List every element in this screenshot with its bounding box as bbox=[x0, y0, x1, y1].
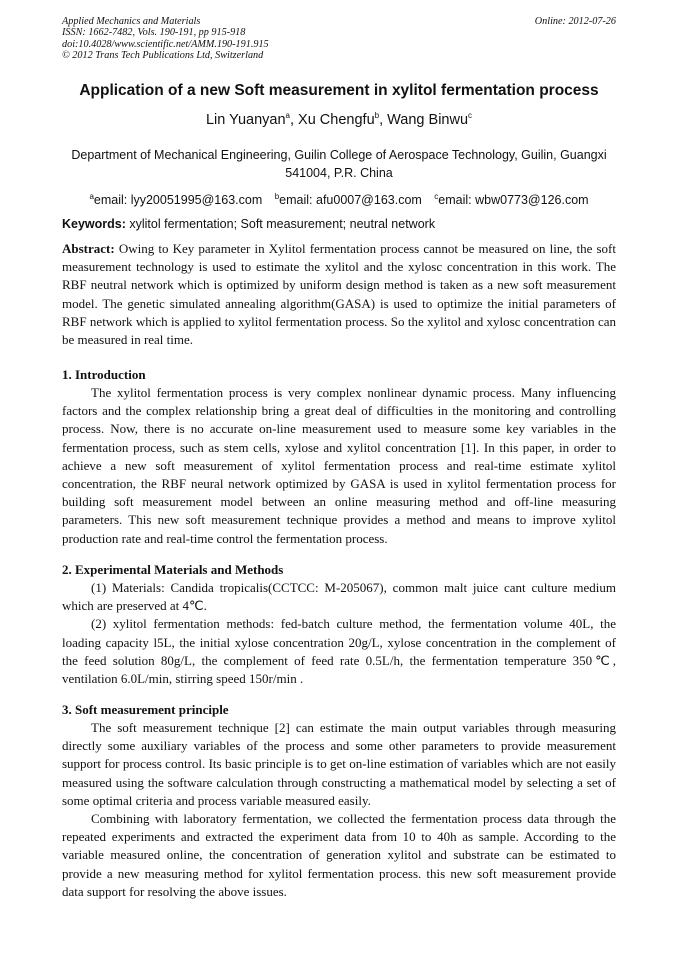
paper-title: Application of a new Soft measurement in xylitol fermentation process bbox=[79, 82, 599, 99]
journal-header bbox=[62, 16, 616, 62]
affiliation-line: 541004, P.R. China bbox=[285, 166, 393, 180]
email-mark: c bbox=[434, 192, 439, 201]
journal-issn: ISSN: 1662-7482, Vols. 190-191, pp 915-918 bbox=[62, 27, 246, 39]
author-name: Lin Yuanyan bbox=[205, 111, 286, 128]
author-affil-mark: b bbox=[374, 111, 380, 120]
email-address: email: wbw0773@126.com bbox=[438, 193, 589, 208]
journal-doi: doi:10.4028/www.scientific.net/AMM.190-191.915 bbox=[62, 38, 269, 50]
abstract bbox=[62, 240, 616, 349]
email-mark: b bbox=[274, 192, 280, 201]
email-mark: a bbox=[89, 192, 94, 201]
abstract-text: Owing to Key parameter in Xylitol fermentation process cannot be measured on line, the soft measurement technology is used to estimate the xylitol and the xylosc concentration in this work. The RBF neutral network which is optimized by uniform design method is taken as a new soft measurement model. The genetic simulated annealing algorithm(GASA) is used to optimize the initial parameters of RBF network which is applied to xylitol fermentation process. So the xylitol and xylosc concentration can be measured in real time. bbox=[62, 241, 616, 348]
section-heading: 1. Introduction bbox=[62, 367, 146, 382]
paragraph: (1) Materials: Candida tropicalis(CCTCC: M-205067), common malt juice cant culture medium which are preserved at 4℃. bbox=[62, 580, 616, 614]
paragraph: Combining with laboratory fermentation, we collected the fermentation process data through the repeated experiments and extracted the experiment data from 10 to 40h as sample. According to the variable measured online, the concentration of generation xylitol and substrate can be estimated to provide a new measuring method for xylitol fermentation process. this new soft measurement provide data support for resolving the above issues. bbox=[62, 811, 616, 899]
author-name: Xu Chengfu bbox=[298, 111, 375, 128]
paragraph: The xylitol fermentation process is very complex nonlinear dynamic process. Many influencing factors and the complex relationship bring a great deal of difficulties in the monitoring and controlling process. Now, there is no accurate on-line measurement used to measure some key variables in the fermentation process, such as stem cells, xylose and xylitol concentration [1]. In this paper, in order to achieve a new soft measurement of xylitol fermentation process and real-time estimate xylitol concentration, the RBF neural network optimized by GASA is used in xylitol fermentation process for building soft measurement model between an online measuring method and off-line measuring parameters. This new soft measurement technique provides a method and means to improve xylitol production rate and real-time control the fermentation process. bbox=[62, 385, 616, 546]
paragraph: (2) xylitol fermentation methods: fed-batch culture method, the fermentation volume 40L, the loading capacity l5L, the initial xylose concentration 20g/L, xylose concentration in the complement of the feed solution 80g/L, the complement of feed rate 0.5L/h, the fermentation temperature 350℃, ventilation 6.0L/min, stirring speed 150r/min . bbox=[62, 616, 616, 687]
keywords bbox=[62, 215, 616, 233]
online-date: Online: 2012-07-26 bbox=[534, 16, 616, 27]
section-heading: 3. Soft measurement principle bbox=[62, 702, 229, 717]
journal-name: Applied Mechanics and Materials bbox=[62, 16, 201, 27]
email-list bbox=[62, 188, 616, 209]
author-affil-mark: c bbox=[468, 111, 473, 120]
paragraph: The soft measurement technique [2] can estimate the main output variables through measuring directly some auxiliary variables of the process and some other parameters to provide measurement support for process control. Its basic principle is to get on-line estimation of variables which are not easily measured using the software calculation through constructing a mathematical model by selecting a set of some optimal criteria and process variable measured easily. bbox=[62, 720, 616, 808]
affiliation bbox=[62, 146, 616, 182]
abstract-label: Abstract: bbox=[62, 241, 115, 256]
email-address: email: afu0007@163.com bbox=[279, 193, 422, 208]
journal-copyright: © 2012 Trans Tech Publications Ltd, Switzerland bbox=[62, 50, 264, 62]
author-list: Lin Yuanyan$^a$, Xu Chengfu$^b$, Wang Binwu$^c$ bbox=[205, 111, 473, 128]
keywords-label: Keywords: bbox=[62, 217, 126, 231]
section-materials-methods bbox=[62, 561, 616, 688]
email-address: email: lyy20051995@163.com bbox=[93, 193, 263, 208]
section-introduction bbox=[62, 366, 616, 548]
affiliation-line: Department of Mechanical Engineering, Guilin College of Aerospace Technology, Guilin, Guangxi bbox=[71, 148, 607, 162]
author-name: Wang Binwu bbox=[387, 111, 469, 128]
keywords-text: xylitol fermentation; Soft measurement; neutral network bbox=[125, 217, 436, 231]
section-soft-measurement bbox=[62, 701, 616, 901]
section-heading: 2. Experimental Materials and Methods bbox=[62, 562, 284, 577]
author-affil-mark: a bbox=[285, 111, 290, 120]
